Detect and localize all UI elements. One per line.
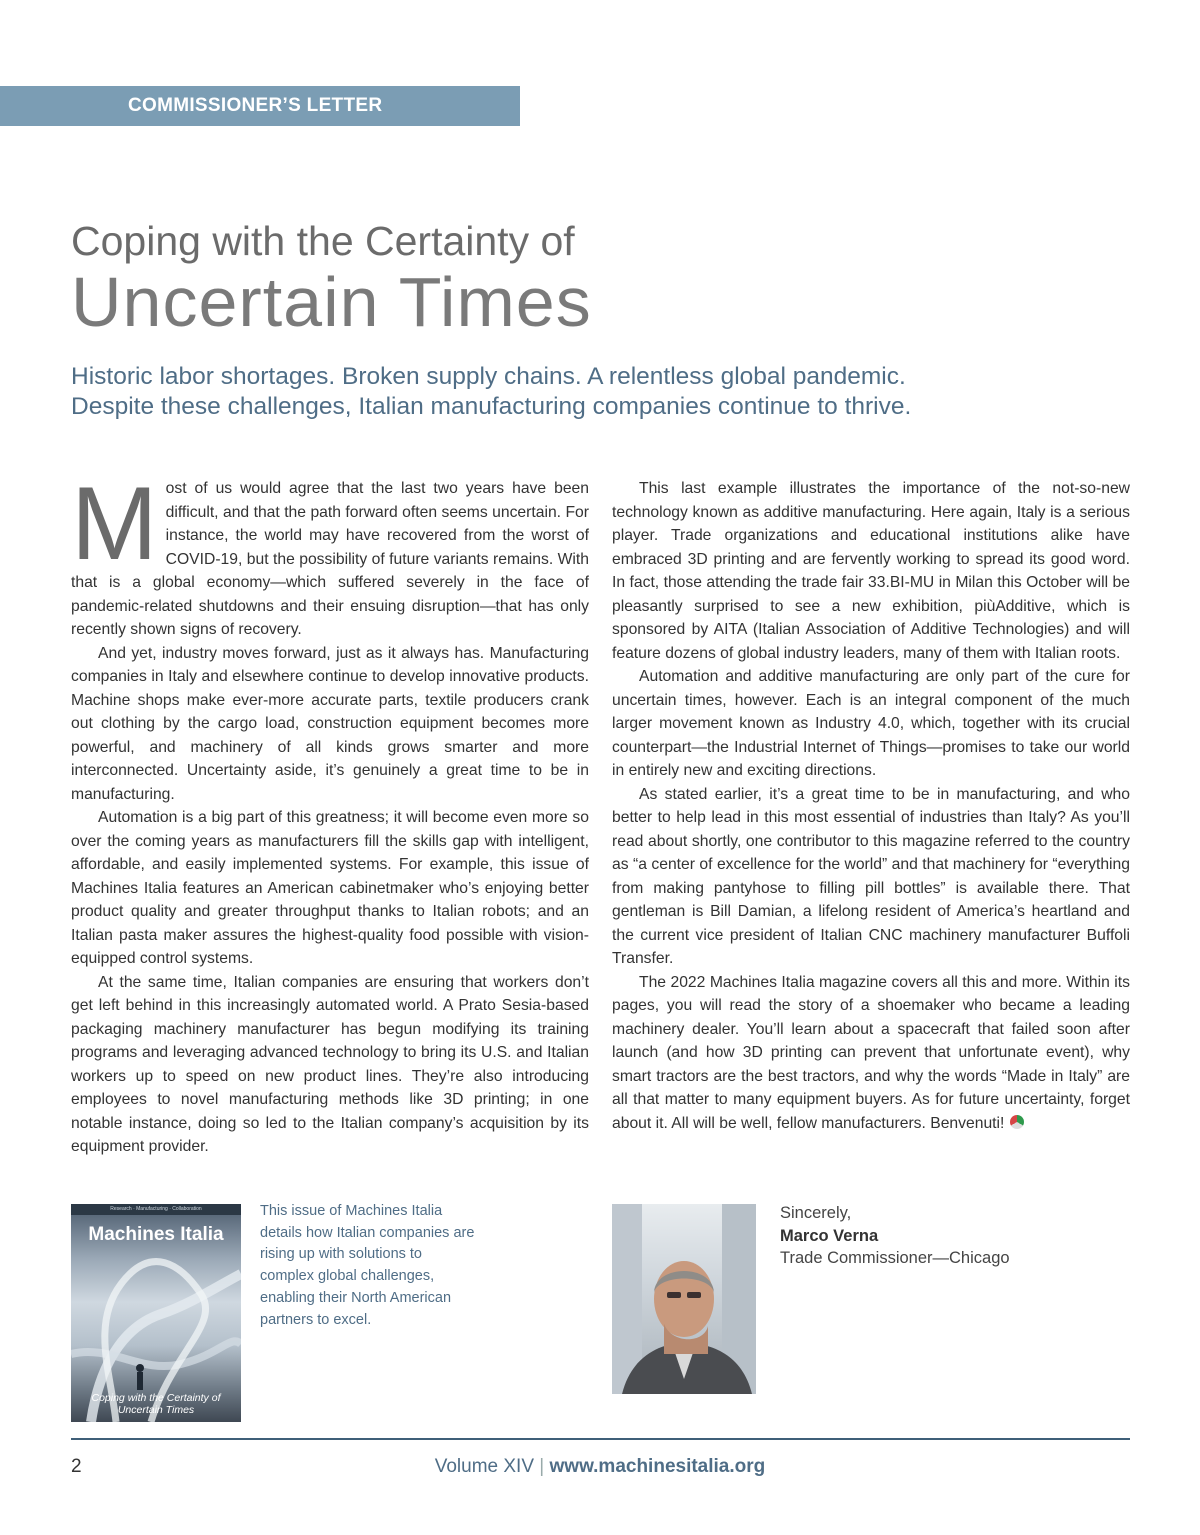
footer-volume: Volume XIV xyxy=(434,1456,535,1477)
deck-subheading: Historic labor shortages. Broken supply chains. A relentless global pandemic. Despite these challenges, Italian manufacturing companies continue to thrive. xyxy=(71,363,912,420)
drop-cap: M xyxy=(71,466,158,582)
signature-closing: Sincerely, xyxy=(780,1204,852,1222)
signature-name: Marco Verna xyxy=(780,1226,879,1245)
cover-title: Machines Italia xyxy=(88,1224,224,1245)
paragraph: This last example illustrates the importance of the not-so-new technology known as additive manufacturing. Here again, Italy is a serious player. Trade organizations and educational institutions alike have embraced 3D printing and are fervently working to spread its good word. In fact, those attending the trade fair 33.BI-MU in Milan this October will be pleasantly surprised to see a new exhibition, piùAdditive, which is sponsored by AITA (Italian Association of Additive Technologies) and will feature dozens of global industry leaders, many of them with Italian roots. xyxy=(612,480,1130,662)
signature-title: Trade Commissioner—Chicago xyxy=(780,1249,1010,1267)
cover-caption: This issue of Machines Italia details how Italian companies are rising up with solutions to complex global challenges, enabling their North American partners to excel. xyxy=(260,1203,475,1328)
paragraph: The 2022 Machines Italia magazine covers all this and more. Within its pages, you will read the story of a shoemaker who became a leading machinery dealer. You’ll learn about a spacecraft that failed soon after launch (and how 3D printing can prevent that unfortunate event), why smart tractors are the best tractors, and why the words “Made in Italy” are all that matter to many equipment buyers. As for future uncertainty, forget about it. All will be well, fellow manufacturers. Benvenuti! xyxy=(612,973,1130,1132)
author-portrait xyxy=(612,1204,756,1394)
paragraph: Automation is a big part of this greatness; it will become even more so over the coming years as manufacturers fill the skills gap with intelligent, affordable, and easily implemented systems. For example, this issue of Machines Italia features an American cabinetmaker who’s enjoying better product quality and greater throughput thanks to Italian robots; and an Italian pasta maker assures the highest-quality food possible with vision-equipped control systems. xyxy=(71,809,589,967)
footer xyxy=(0,1456,1200,1478)
footer-separator: | xyxy=(539,1456,545,1477)
body-column-left xyxy=(71,466,589,1159)
body-column-right xyxy=(612,477,1130,1135)
paragraph: Automation and additive manufacturing are only part of the cure for uncertain times, however. Each is an integral component of the much larger movement known as Industry 4.0, which, together with its crucial counterpart—the Industrial Internet of Things—promises to take our world in entirely new and exciting directions. xyxy=(612,668,1130,779)
cover-subtitle: Coping with the Certainty of Uncertain Times xyxy=(91,1392,221,1416)
section-label: COMMISSIONER’S LETTER xyxy=(128,95,383,116)
paragraph: And yet, industry moves forward, just as it always has. Manufacturing companies in Italy and elsewhere continue to develop innovative products. Machine shops make ever-more accurate parts, textile producers crank out clothing by the cargo load, construction equipment becomes more powerful, and machinery of all kinds grows smarter and more interconnected. Uncertainty aside, it’s genuinely a great time to be in manufacturing. xyxy=(71,644,589,803)
footer-rule xyxy=(71,1438,1130,1440)
italian-flag-icon xyxy=(1010,1115,1024,1129)
signature-block xyxy=(780,1202,1010,1270)
cover-top-strip: Research · Manufacturing · Collaboration xyxy=(71,1204,241,1215)
magazine-cover-image xyxy=(71,1204,241,1422)
paragraph: As stated earlier, it’s a great time to be in manufacturing, and who better to help lead in this most essential of industries than Italy? As you’ll read about shortly, one contributor to this magazine referred to the country as “a center of excellence for the world” and that machinery for “everything from making pantyhose to filling pill bottles” is available there. That gentleman is Bill Damian, a lifelong resident of America’s heartland and the current vice president of Italian CNC machinery manufacturer Buffoli Transfer. xyxy=(612,785,1130,967)
portrait-art xyxy=(612,1204,756,1394)
headline-line-2: Uncertain Times xyxy=(71,263,592,341)
cover-road-art xyxy=(71,1204,241,1422)
footer-url-link[interactable]: www.machinesitalia.org xyxy=(549,1456,766,1477)
headline-line-1: Coping with the Certainty of xyxy=(71,218,575,264)
paragraph: Most of us would agree that the last two years have been difficult, and that the path forward often seems uncertain. For instance, the world may have recovered from the worst of COVID-19, but the possibility of future variants remains. With that is a global economy—which suffered severely in the face of pandemic-related shutdowns and their ensuing disruption—that has only recently shown signs of recovery. xyxy=(71,466,589,638)
paragraph: At the same time, Italian companies are ensuring that workers don’t get left behind in this increasingly automated world. A Prato Sesia-based packaging machinery manufacturer has begun modifying its training programs and leveraging advanced technology to bring its U.S. and Italian workers up to speed on new product lines. They’re also introducing employees to novel manufacturing methods like 3D printing; in one notable instance, doing so led to the Italian company’s acquisition by its equipment provider. xyxy=(71,973,589,1155)
page-number: 2 xyxy=(71,1456,82,1477)
section-tab xyxy=(0,86,520,126)
